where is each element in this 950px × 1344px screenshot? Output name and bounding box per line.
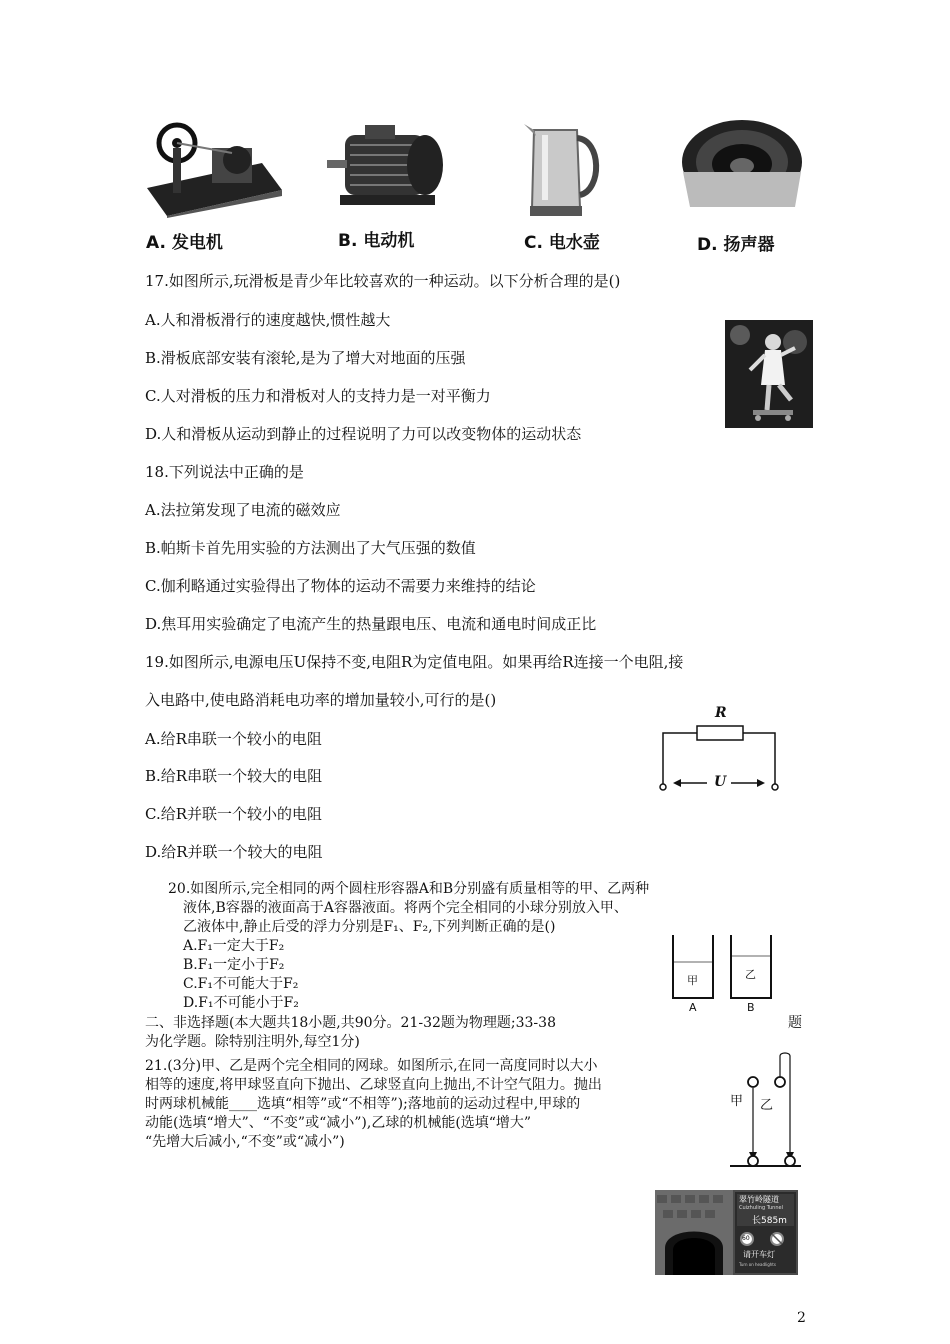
q19-stem-line2: 入电路中,使电路消耗电功率的增加量较小,可行的是(): [145, 691, 497, 709]
q21-line4: 动能(选填“增大”、“不变”或“减小”),乙球的机械能(选填“增大”: [145, 1115, 532, 1131]
figure-caption-b: B. 电动机: [338, 231, 415, 251]
q17-stem: 17.如图所示,玩滑板是青少年比较喜欢的一种运动。以下分析合理的是(): [145, 272, 621, 290]
q17-option-a: A.人和滑板滑行的速度越快,惯性越大: [145, 311, 391, 329]
q21-jia-label: 甲: [730, 1094, 744, 1109]
tunnel-name: 翠竹岭隧道: [739, 1195, 779, 1204]
q20-option-a: A.F₁一定大于F₂: [183, 938, 285, 954]
q20-container-b-label: B: [747, 1001, 755, 1014]
q18-option-c: C.伽利略通过实验得出了物体的运动不需要力来维持的结论: [145, 577, 536, 595]
q20-liquid-yi-label: 乙: [745, 968, 756, 981]
q20-container-a-label: A: [689, 1001, 697, 1014]
q20-option-c: C.F₁不可能大于F₂: [183, 976, 299, 992]
q20-stem-line3: 乙液体中,静止后受的浮力分别是F₁、F₂,下列判断正确的是(): [183, 919, 556, 935]
page-number: 2: [797, 1310, 806, 1326]
skateboard-photo: [725, 320, 813, 428]
figure-caption-d: D. 扬声器: [697, 235, 775, 255]
q21-line2: 相等的速度,将甲球竖直向下抛出、乙球竖直向上抛出,不计空气阻力。抛出: [145, 1077, 602, 1093]
q19-option-b: B.给R串联一个较大的电阻: [145, 767, 323, 785]
motor-figure: [325, 120, 455, 220]
q21-balls-diagram: [728, 1050, 803, 1172]
tunnel-light-notice-en: Turn on headlights: [739, 1262, 776, 1267]
tunnel-name-en: Cuizhuling Tunnel: [739, 1205, 783, 1211]
generator-figure: [142, 118, 287, 218]
figure-caption-a: A. 发电机: [146, 233, 223, 253]
q18-option-d: D.焦耳用实验确定了电流产生的热量跟电压、电流和通电时间成正比: [145, 615, 597, 633]
figure-caption-c: C. 电水壶: [524, 233, 600, 253]
q21-line5: “先增大后减小,“不变”或“减小”): [145, 1134, 345, 1150]
section2-heading-line1: 二、非选择题(本大题共18小题,共90分。21-32题为物理题;33-38: [145, 1015, 556, 1031]
q20-liquid-jia-label: 甲: [687, 974, 698, 987]
q17-option-b: B.滑板底部安装有滚轮,是为了增大对地面的压强: [145, 349, 466, 367]
q19-option-c: C.给R并联一个较小的电阻: [145, 805, 323, 823]
q17-option-c: C.人对滑板的压力和滑板对人的支持力是一对平衡力: [145, 387, 491, 405]
tunnel-photo: [655, 1190, 798, 1275]
q19-option-d: D.给R并联一个较大的电阻: [145, 843, 323, 861]
q18-stem: 18.下列说法中正确的是: [145, 463, 304, 481]
q19-voltage-label: U: [714, 774, 727, 790]
q21-yi-label: 乙: [760, 1098, 774, 1113]
q19-resistor-label: R: [715, 705, 727, 721]
q19-option-a: A.给R串联一个较小的电阻: [145, 730, 322, 748]
tunnel-speed-limit: 60: [742, 1235, 750, 1242]
q19-stem-line1: 19.如图所示,电源电压U保持不变,电阻R为定值电阻。如果再给R连接一个电阻,接: [145, 653, 684, 671]
q19-circuit-diagram: [655, 705, 785, 795]
q20-option-b: B.F₁一定小于F₂: [183, 957, 285, 973]
q21-line1: 21.(3分)甲、乙是两个完全相同的网球。如图所示,在同一高度同时以大小: [145, 1058, 598, 1074]
q20-option-d: D.F₁不可能小于F₂: [183, 995, 299, 1011]
q17-option-d: D.人和滑板从运动到静止的过程说明了力可以改变物体的运动状态: [145, 425, 582, 443]
tunnel-light-notice: 请开车灯: [743, 1250, 775, 1259]
section2-heading-tail: 题: [788, 1015, 802, 1031]
q18-option-a: A.法拉第发现了电流的磁效应: [145, 501, 341, 519]
tunnel-length: 长585m: [752, 1216, 787, 1226]
q18-option-b: B.帕斯卡首先用实验的方法测出了大气压强的数值: [145, 539, 476, 557]
q20-stem-line1: 20.如图所示,完全相同的两个圆柱形容器A和B分别盛有质量相等的甲、乙两种: [168, 881, 650, 897]
kettle-figure: [522, 120, 607, 220]
q20-stem-line2: 液体,B容器的液面高于A容器液面。将两个完全相同的小球分别放入甲、: [183, 900, 628, 916]
speaker-figure: [675, 112, 810, 222]
section2-heading-line2: 为化学题。除特别注明外,每空1分): [145, 1034, 360, 1050]
q21-line3: 时两球机械能____选填“相等”或“不相等”);落地前的运动过程中,甲球的: [145, 1096, 581, 1112]
q20-containers-diagram: [665, 930, 785, 1015]
